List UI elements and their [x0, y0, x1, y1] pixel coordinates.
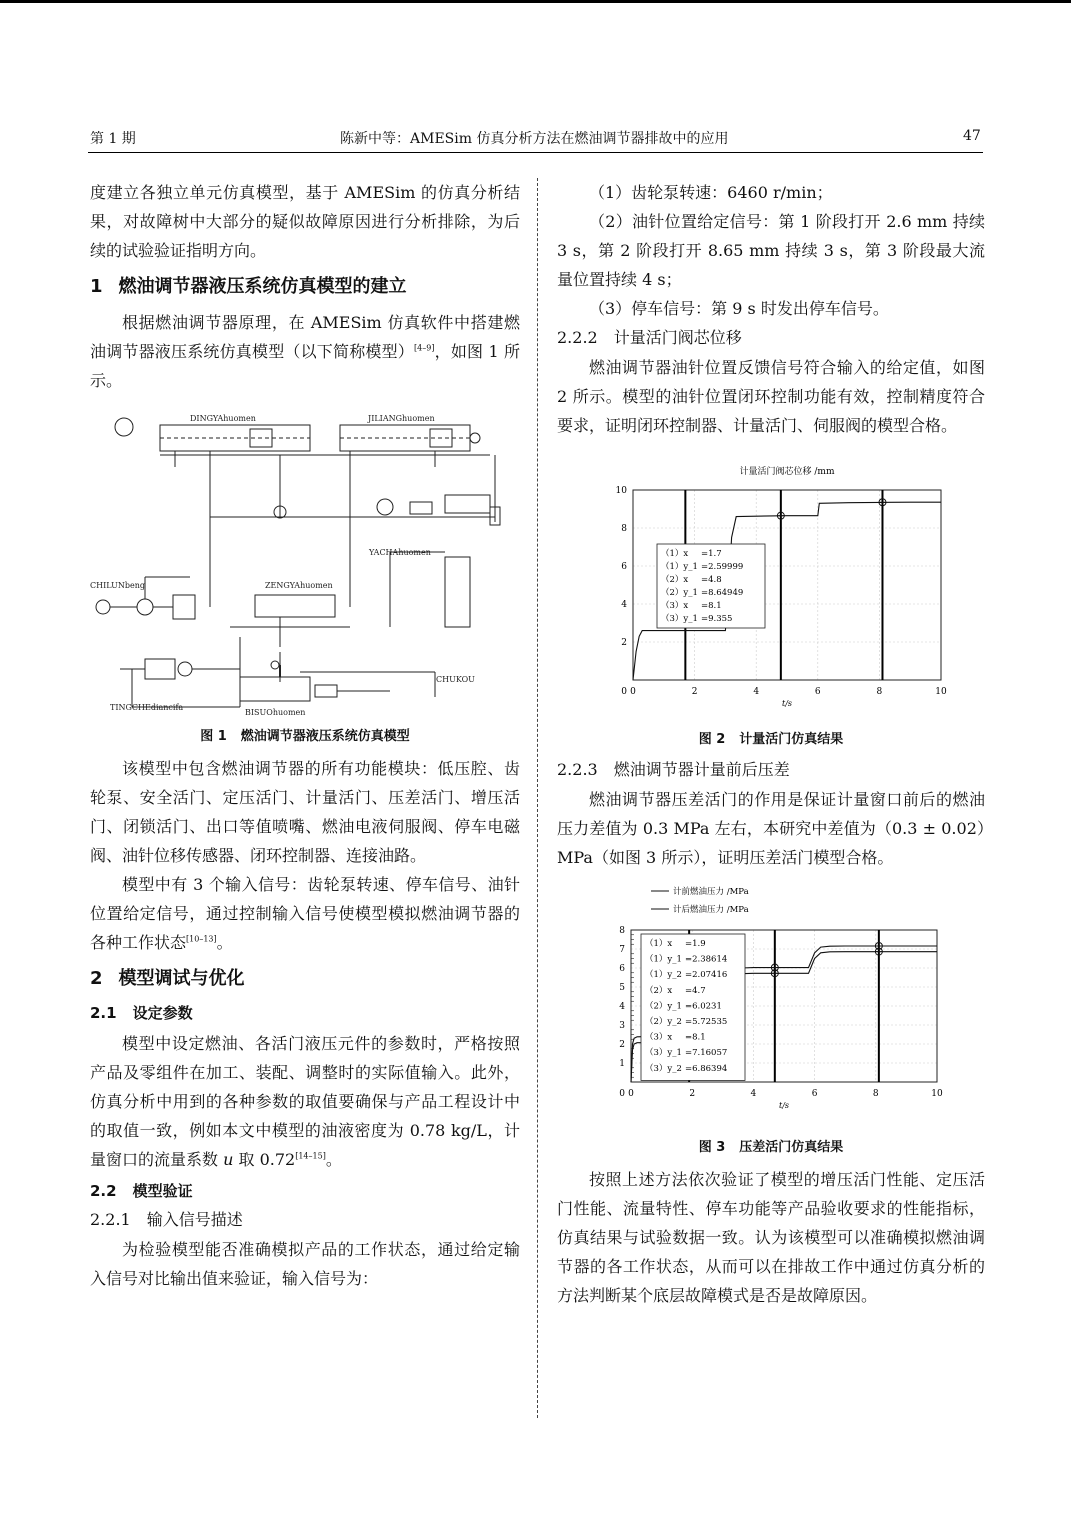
y-tick-label: 2 [621, 638, 627, 648]
origin-label: 0 [619, 1089, 625, 1099]
x-tick-label: 8 [872, 1089, 879, 1099]
section-2-heading: 2 模型调试与优化 [90, 968, 245, 989]
y-tick-label: 8 [621, 524, 627, 534]
readout-value: =2.07416 [685, 970, 728, 981]
readout-value: =1.9 [685, 939, 706, 949]
section-1-paragraph-1: 根据燃油调节器原理，在 AMESim 仿真软件中搭建燃油调节器液压系统仿真模型（以下简称模型）[4–9]，如图 1 所示。 [90, 313, 520, 390]
column-separator [537, 178, 538, 1418]
label-dingya: DINGYAhuomen [190, 414, 256, 423]
section-2-2-2-paragraph: 燃油调节器油针位置反馈信号符合输入的给定值，如图 2 所示。模型的油针位置闭环控制功能有效，控制精度符合要求，证明闭环控制器、计量活门、伺服阀的模型合格。 [557, 358, 985, 435]
readout-value: =4.7 [685, 985, 706, 996]
readout-label: （2）y_1 [661, 588, 698, 598]
readout-value: =9.355 [701, 614, 733, 624]
page-number: 47 [963, 128, 981, 144]
sensor-icon [377, 499, 393, 515]
label-chukou: CHUKOU [436, 675, 475, 684]
figure-1-caption: 图 1 燃油调节器液压系统仿真模型 [200, 729, 410, 744]
label-bisuo: BISUOhuomen [245, 708, 306, 717]
final-paragraph: 按照上述方法依次验证了模型的增压活门性能、定压活门性能、流量特性、停车功能等产品验收要求的性能指标，仿真结果与试验数据一致。认为该模型可以准确模拟燃油调节器的各工作状态，从而可以在排故工作中通过仿真分析的方法判断某个底层故障模式是否是故障原因。 [557, 1170, 985, 1305]
x-tick-label: 4 [753, 687, 760, 697]
readout-label: （3）x [645, 1032, 673, 1043]
x-tick-label: 0 [628, 1089, 634, 1099]
readout-value: =8.64949 [701, 588, 744, 598]
section-1-heading: 1 燃油调节器液压系统仿真模型的建立 [90, 276, 407, 297]
label-chilun: CHILUNbeng [90, 581, 146, 590]
section-2-2-1-paragraph: 为检验模型能否准确模拟产品的工作状态，通过给定输入信号对比输出值来验证，输入信号为： [90, 1240, 520, 1288]
figure-3-chart [561, 882, 981, 1130]
y-tick-label: 4 [619, 1002, 625, 1012]
readout-value: =8.1 [685, 1032, 706, 1043]
readout-value: =5.72535 [685, 1017, 728, 1027]
top-border [0, 0, 1071, 3]
tingche-valve-block [145, 659, 175, 679]
readout-label: （1）y_1 [661, 562, 698, 572]
issue-label: 第 1 期 [90, 131, 136, 147]
readout-value: =2.59999 [701, 562, 744, 572]
motor-icon [96, 600, 110, 614]
label-yacha: YACHAhuomen [369, 548, 431, 557]
label-zengya: ZENGYAhuomen [265, 581, 333, 590]
readout-value: =6.0231 [685, 1001, 722, 1012]
servo-valve-block [445, 495, 490, 513]
running-title: 陈新中等：AMESim 仿真分析方法在燃油调节器排故中的应用 [340, 131, 729, 147]
x-tick-label: 8 [876, 687, 883, 697]
y-tick-label: 2 [619, 1040, 625, 1050]
readout-label: （2）y_2 [645, 1017, 682, 1027]
x-tick-label: 6 [811, 1089, 818, 1099]
origin-label: 0 [621, 687, 627, 697]
y-tick-label: 3 [619, 1021, 625, 1031]
y-tick-label: 1 [619, 1059, 625, 1069]
section-2-1-paragraph: 模型中设定燃油、各活门液压元件的参数时，严格按照产品及零组件在加工、装配、调整时的实际值输入。此外，仿真分析中用到的各种参数的取值要确保与产品工程设计中的取值一致，例如本文中模型的油液密度为 0.78 kg/L，计量窗口的流量系数 u 取 0.72[14–15]。 [90, 1034, 520, 1169]
readout-label: （1）x [645, 939, 673, 949]
input-signal-1: （1）齿轮泵转速：6460 r/min； [589, 183, 833, 202]
citation: [10–13] [186, 934, 217, 944]
citation: [14–15] [295, 1151, 326, 1161]
right-column [557, 178, 985, 1310]
chart-title: 计量活门阀芯位移 /mm [739, 467, 835, 477]
figure-1-diagram [90, 407, 520, 719]
header-rule [88, 152, 983, 153]
x-tick-label: 4 [750, 1089, 757, 1099]
y-tick-label: 10 [615, 486, 627, 496]
section-2-2-heading: 2.2 模型验证 [90, 1182, 193, 1200]
readout-value: =2.38614 [685, 954, 728, 965]
amesim-logo-icon [115, 418, 133, 436]
readout-value: =6.86394 [685, 1063, 728, 1074]
input-signal-3: （3）停车信号：第 9 s 时发出停车信号。 [589, 299, 889, 318]
left-column [90, 178, 520, 1293]
readout-label: （2）y_1 [645, 1001, 682, 1012]
x-axis-label: t/s [778, 1101, 790, 1110]
citation: [4–9] [414, 343, 435, 353]
y-tick-label: 6 [621, 562, 627, 572]
readout-label: （3）x [661, 601, 689, 611]
readout-label: （1）y_2 [645, 970, 682, 981]
readout-value: =1.7 [701, 549, 722, 559]
x-tick-label: 0 [630, 687, 636, 697]
y-tick-label: 5 [619, 983, 625, 993]
section-2-1-heading: 2.1 设定参数 [90, 1004, 193, 1022]
figure-3-caption: 图 3 压差活门仿真结果 [698, 1140, 844, 1155]
readout-label: （3）y_2 [645, 1063, 682, 1074]
y-tick-label: 6 [619, 964, 625, 974]
figure-2-chart [561, 460, 981, 722]
readout-label: （2）x [661, 575, 689, 585]
section-1-paragraph-2: 该模型中包含燃油调节器的所有功能模块：低压腔、齿轮泵、安全活门、定压活门、计量活门、压差活门、增压活门、闭锁活门、出口等值喷嘴、燃油电液伺服阀、停车电磁阀、油针位移传感器、闭环控制器、连接油路。 [90, 759, 520, 865]
readout-value: =4.8 [701, 575, 722, 585]
label-tingche: TINGCHEdiancifa [110, 703, 184, 712]
x-tick-label: 2 [691, 687, 698, 697]
bisuo-valve-block [240, 677, 310, 701]
readout-value: =8.1 [701, 601, 722, 611]
x-tick-label: 6 [814, 687, 821, 697]
readout-label: （3）y_1 [661, 614, 698, 624]
legend-entry: 计前燃油压力 /MPa [673, 887, 749, 897]
y-tick-label: 8 [619, 926, 625, 936]
section-1-paragraph-3: 模型中有 3 个输入信号：齿轮泵转速、停车信号、油针位置给定信号，通过控制输入信号使模型模拟燃油调节器的各种工作状态[10–13]。 [90, 875, 520, 952]
x-axis-label: t/s [781, 699, 793, 708]
input-signal-2: （2）油针位置给定信号：第 1 阶段打开 2.6 mm 持续 3 s，第 2 阶段打开 8.65 mm 持续 3 s，第 3 阶段最大流量位置持续 4 s； [557, 212, 985, 289]
section-2-2-1-heading: 2.2.1 输入信号描述 [90, 1210, 243, 1229]
intro-paragraph: 度建立各独立单元仿真模型，基于 AMESim 的仿真分析结果，对故障树中大部分的疑似故障原因进行分析排除，为后续的试验验证指明方向。 [90, 183, 520, 260]
x-tick-label: 10 [935, 687, 947, 697]
x-tick-label: 10 [931, 1089, 943, 1099]
gear-pump-icon [137, 599, 153, 615]
x-tick-label: 2 [689, 1089, 696, 1099]
readout-label: （3）y_1 [645, 1048, 682, 1059]
zengya-valve-block [255, 595, 335, 617]
readout-label: （1）x [661, 549, 689, 559]
safety-valve-block [173, 595, 195, 619]
readout-label: （1）y_1 [645, 954, 682, 965]
y-tick-label: 4 [621, 600, 627, 610]
y-tick-label: 7 [619, 945, 625, 955]
label-jiliang: JILIANGhuomen [368, 414, 435, 423]
figure-2-caption: 图 2 计量活门仿真结果 [698, 732, 844, 747]
readout-value: =7.16057 [685, 1048, 728, 1059]
legend-entry: 计后燃油压力 /MPa [673, 905, 749, 915]
section-2-2-3-heading: 2.2.3 燃油调节器计量前后压差 [557, 760, 790, 779]
section-2-2-2-heading: 2.2.2 计量活门阀芯位移 [557, 328, 742, 347]
section-2-2-3-paragraph: 燃油调节器压差活门的作用是保证计量窗口前后的燃油压力差值为 0.3 MPa 左右，本研究中差值为（0.3 ± 0.02）MPa（如图 3 所示），证明压差活门模型合格。 [557, 790, 985, 867]
readout-label: （2）x [645, 985, 673, 996]
yacha-valve-block [445, 557, 470, 627]
